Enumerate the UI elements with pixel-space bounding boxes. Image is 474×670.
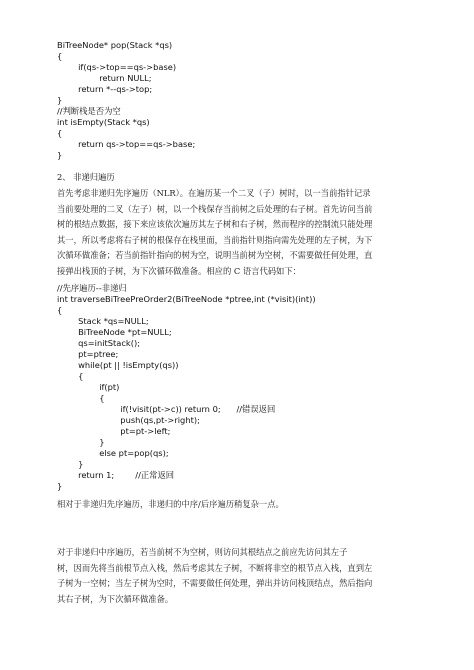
code-line: pt=ptree; <box>57 349 119 359</box>
code-line: return NULL; <box>57 73 152 83</box>
code-line: return 1; //正常返回 <box>57 470 175 480</box>
code-line: int traverseBiTreePreOrder2(BiTreeNode *ptree,int (*visit)(int)) <box>57 294 316 304</box>
text-line: 接弹出栈顶的子树，为下次循环做准备。相应的 C 语言代码如下： <box>57 265 301 276</box>
text-line: 树，因而先将当前根节点入栈，然后考虑其左子树，不断将非空的根节点入栈，直到左 <box>57 562 373 573</box>
code-line: { <box>57 51 63 61</box>
code-line: BiTreeNode *pt=NULL; <box>57 327 172 337</box>
code-line: //先序遍历--非递归 <box>57 283 127 293</box>
code-line: return qs->top==qs->base; <box>57 139 196 149</box>
code-line: //判断栈是否为空 <box>57 106 121 116</box>
text-line: 树的根结点数据，接下来应该依次遍历其左子树和右子树，然而程序的控制流只能处理 <box>57 219 373 229</box>
code-block-preorder-traversal <box>57 283 316 492</box>
section-heading: 2、 非递归遍历 <box>57 172 115 182</box>
code-line: if(qs->top==qs->base) <box>57 62 177 72</box>
text-line: 其右子树，为下次循环做准备。 <box>57 593 174 604</box>
code-line: { <box>57 393 105 403</box>
text-line: 对于非递归中序遍历，若当前树不为空树，则访问其根结点之前应先访问其左子 <box>57 547 348 557</box>
code-line: { <box>57 128 63 138</box>
code-line: { <box>57 305 63 315</box>
code-line: } <box>57 481 63 491</box>
code-line: Stack *qs=NULL; <box>57 316 149 326</box>
code-line: if(!visit(pt->c)) return 0; //错误返回 <box>57 404 276 414</box>
code-line: return *--qs->top; <box>57 84 153 94</box>
text-line: 相对于非递归先序遍历，非递归的中序/后序遍历稍复杂一点。 <box>57 499 284 509</box>
code-line: } <box>57 95 63 105</box>
code-line: BiTreeNode* pop(Stack *qs) <box>57 40 173 50</box>
text-line: 子树为一空树；当左子树为空时，不需要做任何处理，弹出并访问栈顶结点，然后指向 <box>57 578 373 588</box>
code-line: else pt=pop(qs); <box>57 448 169 458</box>
code-line: qs=initStack(); <box>57 338 141 348</box>
code-line: push(qs,pt->right); <box>57 415 200 425</box>
code-block-pop-isempty <box>57 40 195 161</box>
paragraph-preorder-explanation <box>57 186 372 279</box>
paragraph-comparison <box>57 497 284 513</box>
code-line: } <box>57 459 84 469</box>
code-line: pt=pt->left; <box>57 426 171 436</box>
code-line: int isEmpty(Stack *qs) <box>57 117 150 127</box>
text-line: 次循环做准备；若当前指针指向的树为空，说明当前树为空树，不需要做任何处理，直 <box>57 250 373 260</box>
code-line: } <box>57 150 63 160</box>
code-line: while(pt || !isEmpty(qs)) <box>57 360 179 370</box>
text-line: 首先考虑非递归先序遍历（NLR）。在遍历某一个二叉（子）树时，以一当前指针记录 <box>57 188 371 198</box>
text-line: 其一，所以考虑将右子树的根保存在栈里面，当前指针则指向需先处理的左子树，为下 <box>57 234 373 245</box>
code-line: if(pt) <box>57 382 120 392</box>
code-line: } <box>57 437 105 447</box>
paragraph-inorder-explanation <box>57 545 372 607</box>
text-line: 当前要处理的二叉（左子）树，以一个栈保存当前树之后处理的右子树。首先访问当前 <box>57 203 373 214</box>
code-line: { <box>57 371 84 381</box>
